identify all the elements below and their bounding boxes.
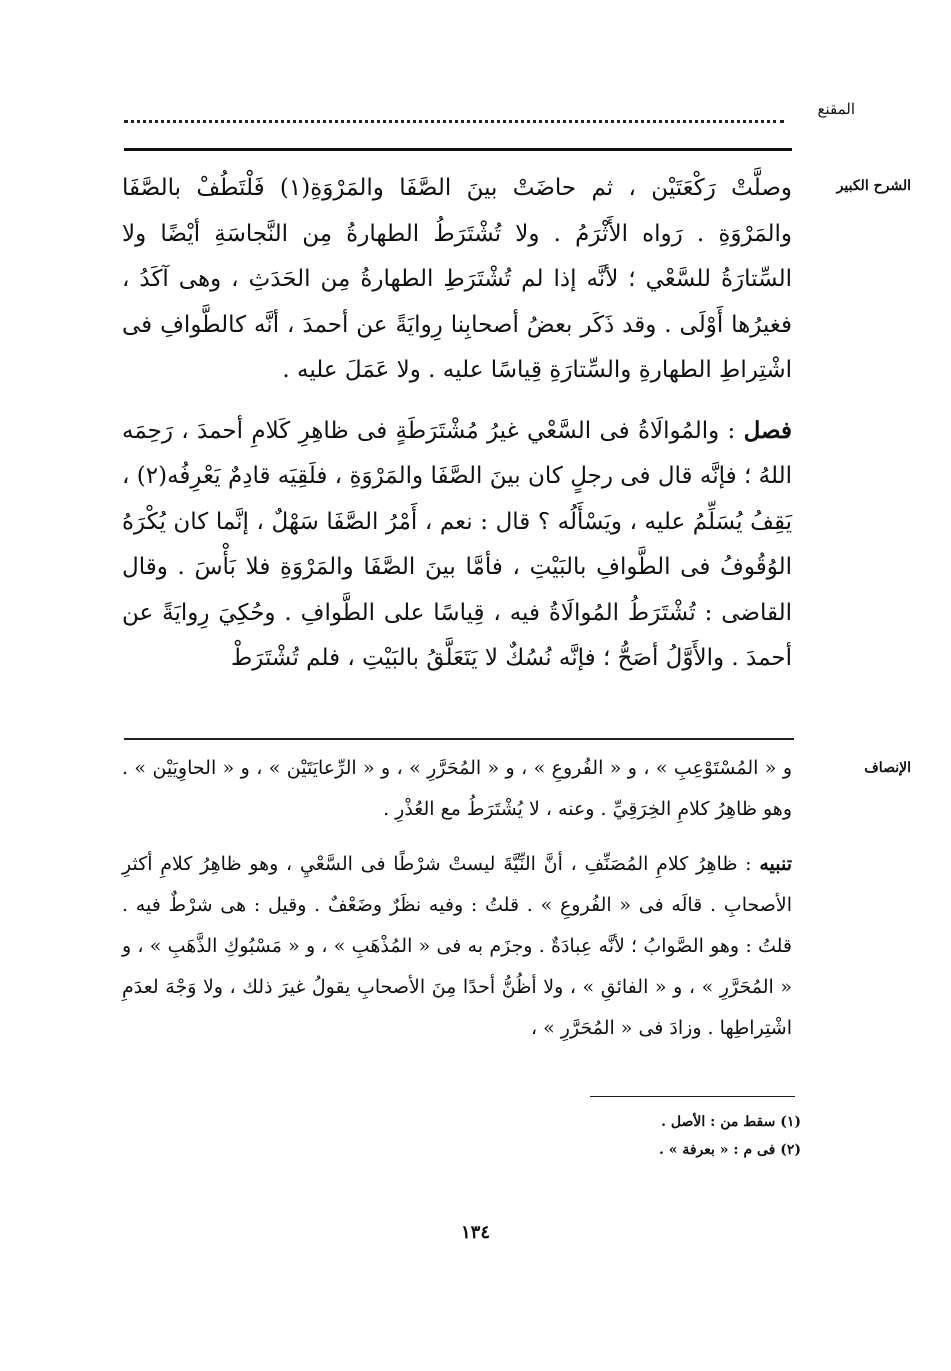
tanbih-text: : ظاهِرُ كلامِ المُصَنِّفِ ، أنَّ النِّيَّةَ ليستْ شرْطًا فى السَّعْيِ ، وهو ظاهِرُ كلامِ أكثرِ الأصحابِ . قالَه فى « الفُروعِ » . قلتُ : وفيه نظَرٌ وضَعْفٌ . وقيل : هى شرْطٌ فيه . قلتُ : وهو الصَّوابُ ؛ لأنَّه عِبادَةٌ . وجزَم به فى « المُذْهَبِ » ، و « مَسْبُوكِ الذَّهَبِ » ، و « المُحَرَّرِ » ، و « الفائقِ » ، ولا أظُنُّ أحدًا مِنَ الأصحابِ يقولُ غيرَ ذلك ، ولا وَجْهَ لعدَمِ اشْتِراطِها . وزادَ فى « المُحَرَّرِ » ، — [122, 853, 792, 1039]
sharh-paragraph-2 — [122, 408, 792, 682]
sharh-paragraph-1: وصلَّتْ رَكْعَتَيْن ، ثم حاضَتْ بينَ الصَّفَا والمَرْوَةِ(١) فَلْتَطُفْ بالصَّفَا والمَرْوَةِ . رَواه الأَثْرَمُ . ولا تُشْتَرَطُ الطهارةُ مِن النَّجاسَةِ أيْضًا ولا السِّتارَةُ للسَّعْي ؛ لأنَّه إذا لم تُشْتَرَطِ الطهارةُ مِن الحَدَثِ ، وهى آكَدُ ، فغيرُها أَوْلَى . وقد ذَكَر بعضُ أصحابِنا رِوايَةً عن أحمدَ ، أنَّه كالطَّوافِ فى اشْتِراطِ الطهارةِ والسِّتارَةِ قِياسًا عليه . ولا عَمَلَ عليه . — [122, 175, 793, 383]
insaf-paragraph-1: و « المُسْتَوْعِبِ » ، و « الفُروعِ » ، و « المُحَرَّرِ » ، و « الرِّعايَتَيْن » ، و « الحاوِيَيْن » . وهو ظاهِرُ كلامِ الخِرَقِيِّ . وعنه ، لا يُشْتَرَطُ مع العُذْرِ . — [122, 757, 792, 820]
sharh-section-label: الشرح الكبير — [836, 178, 911, 194]
header-dotted-line — [124, 100, 784, 123]
footnote-2: (٢) فى م : « بعرفة » . — [658, 1142, 801, 1158]
section-divider — [124, 738, 794, 740]
footnote-rule — [590, 1096, 795, 1097]
insaf-body — [122, 748, 792, 1063]
fasl-text: : والمُوالَاةُ فى السَّعْي غيرُ مُشْتَرَطَةٍ فى ظاهِرِ كَلامِ أحمدَ ، رَحِمَه اللهُ ؛ فإنَّه قال فى رجلٍ كان بينَ الصَّفَا والمَرْوَةِ ، فلَقِيَه قادِمٌ يَعْرِفُه(٢) ، يَقِفُ يُسَلِّمُ عليه ، ويَسْأَلُه ؟ قال : نعم ، أَمْرُ الصَّفَا سَهْلٌ ، إنَّما كان يُكْرَهُ الوُقُوفُ فى الطَّوافِ بالبَيْتِ ، فأمَّا بينَ الصَّفَا والمَرْوَةِ فلا بَأْسَ . وقال القاضى : تُشْتَرَطُ المُوالَاةُ فيه ، قِياسًا على الطَّوافِ . وحُكِيَ رِوايَةً عن أحمدَ . والأَوَّلُ أصَحُّ ؛ فإنَّه نُسُكٌ لا يَتَعَلَّقُ بالبَيْتِ ، فلم تُشْتَرَطْ — [122, 417, 792, 671]
tanbih-heading: تنبيه — [759, 853, 792, 875]
footnote-1: (١) سقط من : الأصل . — [661, 1114, 801, 1130]
header-rule — [124, 148, 792, 151]
running-title: المقنع — [817, 100, 855, 118]
insaf-paragraph-2 — [122, 844, 792, 1049]
page-number: ١٣٤ — [460, 1222, 490, 1243]
sharh-body — [122, 166, 792, 696]
footnotes — [659, 1108, 801, 1164]
insaf-section-label: الإنصاف — [864, 760, 911, 776]
fasl-heading: فصل — [743, 416, 792, 444]
